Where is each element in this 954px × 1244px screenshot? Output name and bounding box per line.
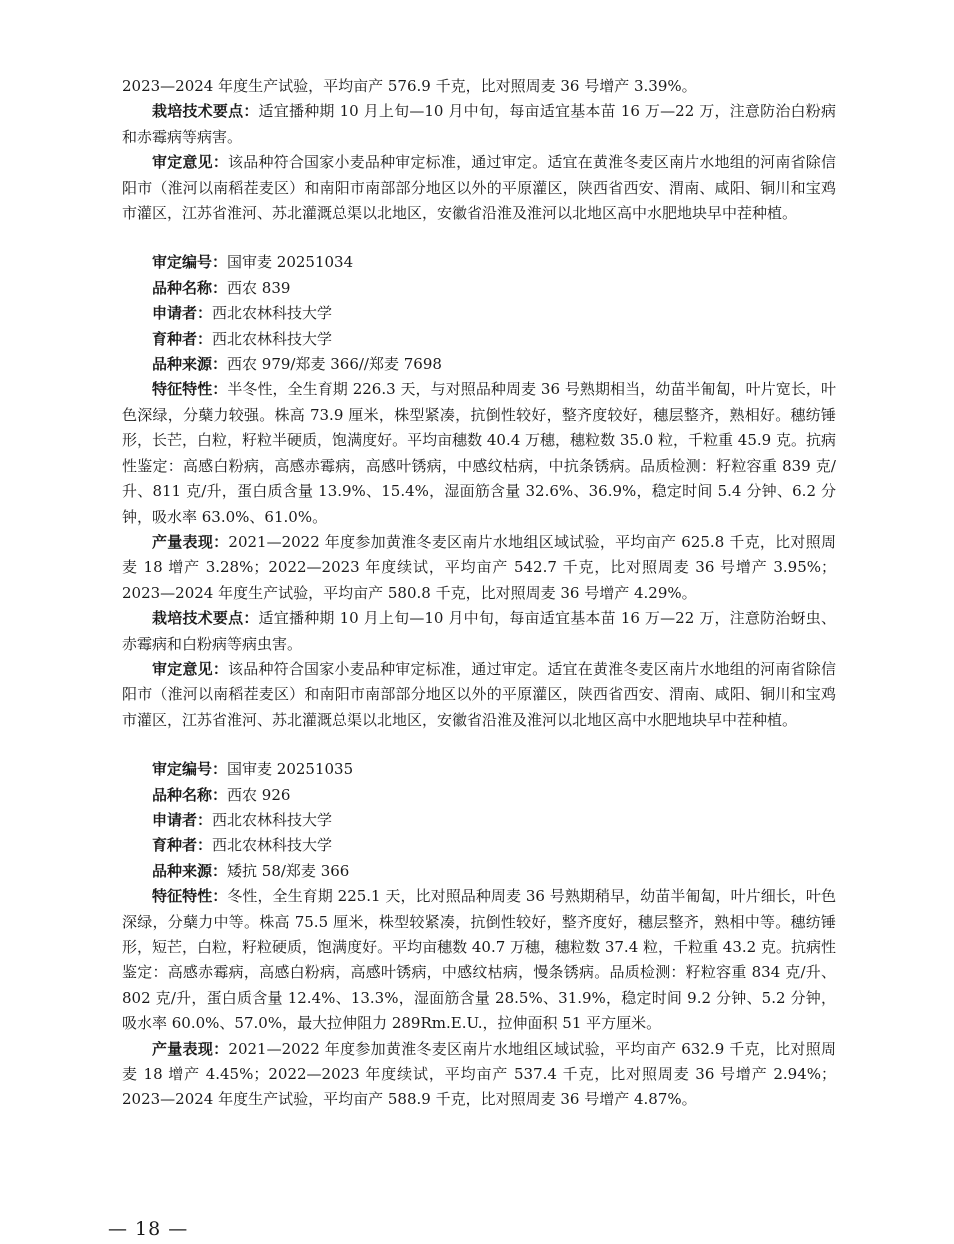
breeder-line — [122, 833, 836, 858]
traits-text: 半冬性，全生育期 226.3 天，与对照品种周麦 36 号熟期相当，幼苗半匍匐，叶片宽长，叶色深绿，分蘖力较强。株高 73.9 厘米，株型紧凑，抗倒性较好，整齐度较好，穗层整齐，熟相好。穗纺锤形，长芒，白粒，籽粒半硬质，饱满度好。平均亩穗数 40.4 万穗，穗粒数 35.0 粒，千粒重 45.9 克。抗病性鉴定：高感白粉病，高感赤霉病，高感叶锈病，中感纹枯病，中抗条锈病。品质检测：籽粒容重 839 克/升、811 克/升，蛋白质含量 13.9%、15.4%，湿面筋含量 32.6%、36.9%，稳定时间 5.4 分钟、6.2 分钟，吸水率 63.0%、61.0%。 — [122, 380, 836, 526]
cultivation-text: 适宜播种期 10 月上旬—10 月中旬，每亩适宜基本苗 16 万—22 万，注意防治蚜虫、赤霉病和白粉病等病虫害。 — [122, 609, 836, 653]
page-number: — 18 — — [108, 1218, 189, 1240]
yield-label: 产量表现： — [152, 532, 229, 551]
variety-name-value: 西农 926 — [227, 785, 291, 804]
opinion-text: 该品种符合国家小麦品种审定标准，通过审定。适宜在黄淮冬麦区南片水地组的河南省除信阳市（淮河以南稻茬麦区）和南阳市南部部分地区以外的平原灌区，陕西省西安、渭南、咸阳、铜川和宝鸡市灌区，江苏省淮河、苏北灌溉总渠以北地区，安徽省沿淮及淮河以北地区高中水肥地块早中茬种植。 — [122, 153, 836, 223]
yield-paragraph — [122, 530, 836, 606]
cultivation-paragraph — [122, 606, 836, 657]
applicant-value: 西北农林科技大学 — [212, 304, 333, 323]
traits-label: 特征特性： — [152, 887, 228, 906]
source-label: 品种来源： — [152, 355, 228, 374]
breeder-value: 西北农林科技大学 — [212, 329, 333, 348]
section-gap — [122, 733, 836, 757]
yield-text: 2021—2022 年度参加黄淮冬麦区南片水地组区域试验，平均亩产 632.9 千克，比对照周麦 18 增产 4.45%；2022—2023 年度续试，平均亩产 537.4 千克，比对照周麦 36 号增产 2.94%；2023—2024 年度生产试验，平均亩产 588.9 千克，比对照周麦 36 号增产 4.87%。 — [122, 1039, 836, 1109]
traits-label: 特征特性： — [152, 380, 228, 399]
cultivation-label: 栽培技术要点： — [152, 102, 259, 121]
opinion-text: 该品种符合国家小麦品种审定标准，通过审定。适宜在黄淮冬麦区南片水地组的河南省除信阳市（淮河以南稻茬麦区）和南阳市南部部分地区以外的平原灌区，陕西省西安、渭南、咸阳、铜川和宝鸡市灌区，江苏省淮河、苏北灌溉总渠以北地区，安徽省沿淮及淮河以北地区高中水肥地块早中茬种植。 — [122, 659, 836, 729]
variety-name-line — [122, 276, 836, 301]
variety-name-value: 西农 839 — [227, 278, 291, 297]
breeder-label: 育种者： — [152, 836, 213, 855]
approval-code-line — [122, 250, 836, 275]
applicant-label: 申请者： — [152, 304, 213, 323]
traits-paragraph — [122, 884, 836, 1036]
approval-code-value: 国审麦 20251035 — [227, 760, 354, 779]
source-value: 西农 979/郑麦 366//郑麦 7698 — [227, 355, 442, 374]
breeder-value: 西北农林科技大学 — [212, 836, 333, 855]
opinion-label: 审定意见： — [152, 153, 229, 172]
variety-name-line — [122, 783, 836, 808]
source-label: 品种来源： — [152, 861, 228, 880]
approval-code-value: 国审麦 20251034 — [227, 253, 354, 272]
section-gap — [122, 226, 836, 250]
document-body — [122, 74, 836, 1113]
applicant-line — [122, 808, 836, 833]
source-line — [122, 859, 836, 884]
source-value: 矮抗 58/郑麦 366 — [227, 861, 350, 880]
traits-paragraph — [122, 377, 836, 529]
variety-entry-xinong-926 — [122, 757, 836, 1113]
cultivation-label: 栽培技术要点： — [152, 609, 259, 628]
source-line — [122, 352, 836, 377]
variety-name-label: 品种名称： — [152, 278, 228, 297]
yield-text: 2021—2022 年度参加黄淮冬麦区南片水地组区域试验，平均亩产 625.8 千克，比对照周麦 18 增产 3.28%；2022—2023 年度续试，平均亩产 542.7 千克，比对照周麦 36 号增产 3.95%；2023—2024 年度生产试验，平均亩产 580.8 千克，比对照周麦 36 号增产 4.29%。 — [122, 532, 836, 602]
opinion-paragraph — [122, 657, 836, 733]
yield-paragraph — [122, 1037, 836, 1113]
cultivation-text: 适宜播种期 10 月上旬—10 月中旬，每亩适宜基本苗 16 万—22 万，注意防治白粉病和赤霉病等病害。 — [122, 102, 836, 146]
variety-name-label: 品种名称： — [152, 785, 228, 804]
variety-entry-xinong-839 — [122, 250, 836, 733]
breeder-label: 育种者： — [152, 329, 213, 348]
approval-code-label: 审定编号： — [152, 760, 228, 779]
previous-cultivation — [122, 99, 836, 150]
approval-code-line — [122, 757, 836, 782]
traits-text: 冬性，全生育期 225.1 天，比对照品种周麦 36 号熟期稍早，幼苗半匍匐，叶片细长，叶色深绿，分蘖力中等。株高 75.5 厘米，株型较紧凑，抗倒性较好，整齐度好，穗层整齐，熟相中等。穗纺锤形，短芒，白粒，籽粒硬质，饱满度好。平均亩穗数 40.7 万穗，穗粒数 37.4 粒，千粒重 43.2 克。抗病性鉴定：高感赤霉病，高感白粉病，高感叶锈病，中感纹枯病，慢条锈病。品质检测：籽粒容重 834 克/升、802 克/升，蛋白质含量 12.4%、13.3%，湿面筋含量 28.5%、31.9%，稳定时间 9.2 分钟、5.2 分钟，吸水率 60.0%、57.0%，最大拉伸阻力 289Rm.E.U.，拉伸面积 51 平方厘米。 — [122, 887, 836, 1033]
applicant-value: 西北农林科技大学 — [212, 810, 333, 829]
previous-opinion — [122, 150, 836, 226]
approval-code-label: 审定编号： — [152, 253, 228, 272]
opinion-label: 审定意见： — [152, 659, 229, 678]
breeder-line — [122, 327, 836, 352]
applicant-line — [122, 301, 836, 326]
yield-label: 产量表现： — [152, 1039, 229, 1058]
applicant-label: 申请者： — [152, 810, 213, 829]
previous-yield-tail: 2023—2024 年度生产试验，平均亩产 576.9 千克，比对照周麦 36 号增产 3.39%。 — [122, 77, 697, 95]
